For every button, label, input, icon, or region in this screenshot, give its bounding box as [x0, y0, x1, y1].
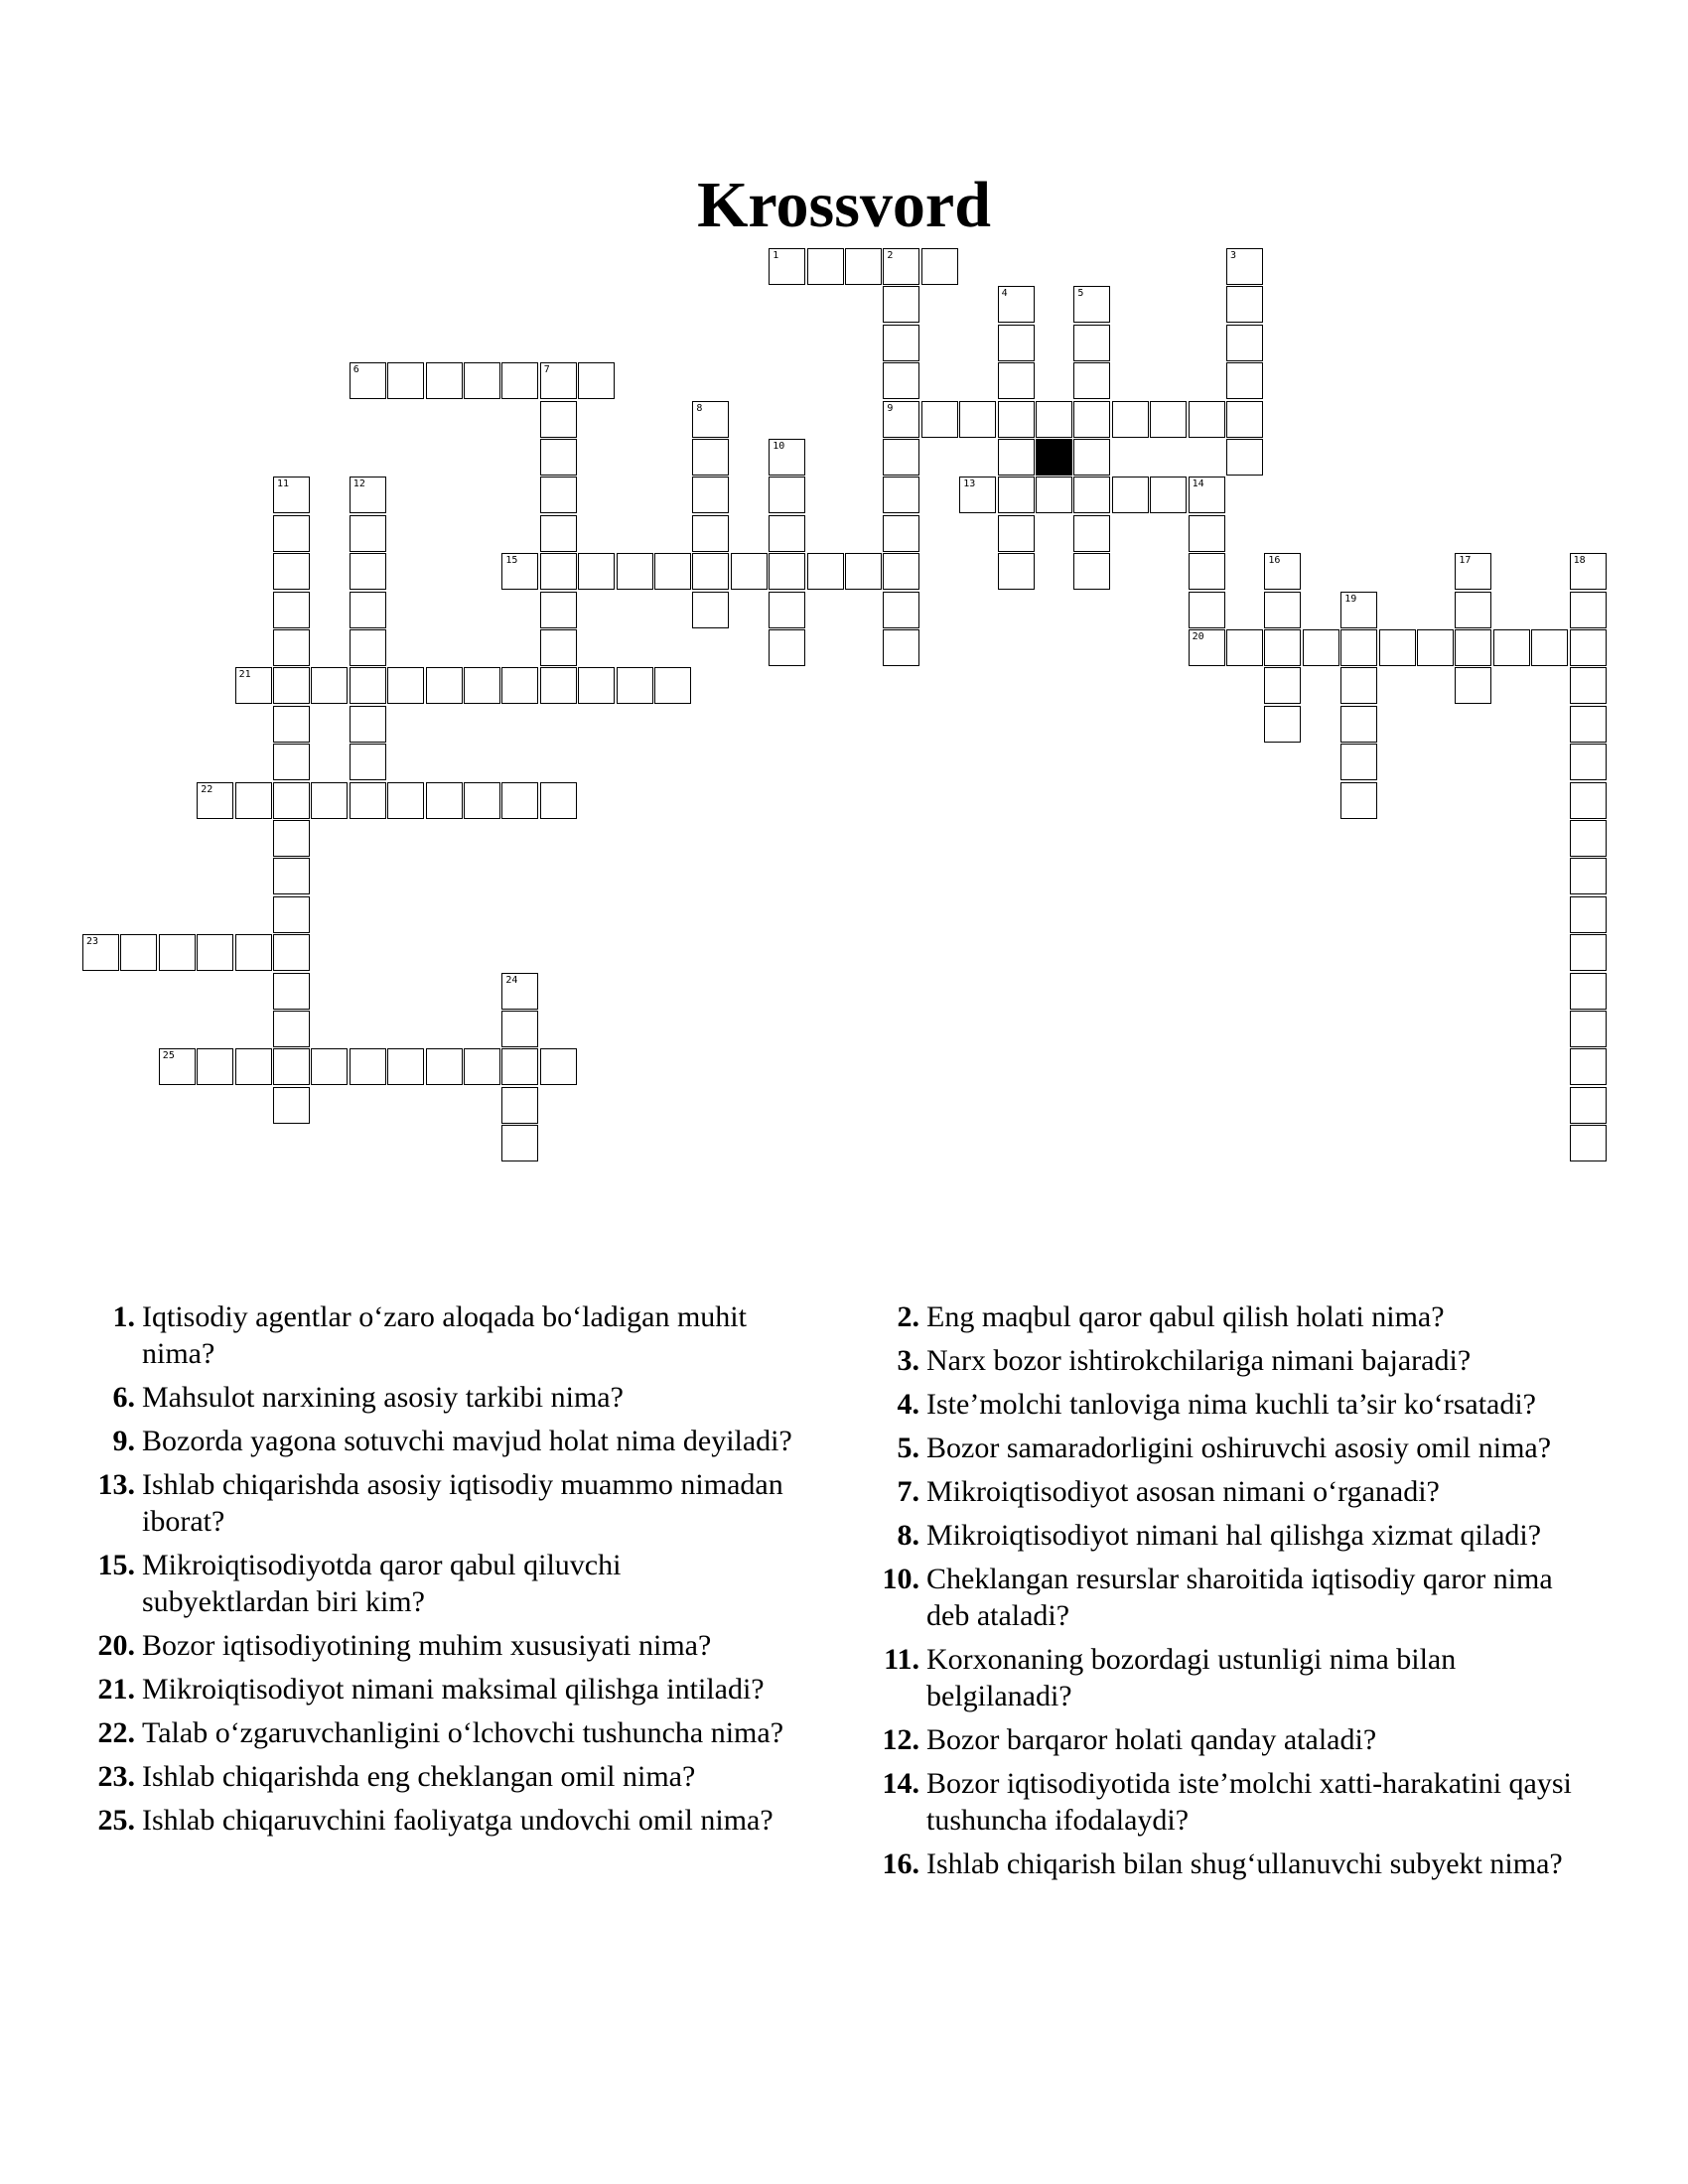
grid-cell[interactable]: [273, 592, 310, 628]
grid-cell[interactable]: [350, 592, 386, 628]
grid-cell[interactable]: [1570, 629, 1607, 666]
clue-text: Ishlab chiqarishda asosiy iqtisodiy muammo nimadan iborat?: [142, 1468, 783, 1538]
grid-cell[interactable]: [540, 515, 577, 552]
clue-item: [864, 1517, 1579, 1554]
grid-cell[interactable]: [921, 248, 958, 285]
grid-cell[interactable]: [540, 401, 577, 438]
grid-cell[interactable]: [1340, 782, 1377, 819]
clue-number: 14.: [882, 1767, 919, 1800]
grid-cell[interactable]: [883, 477, 919, 513]
grid-cell[interactable]: [1570, 820, 1607, 857]
grid-cell[interactable]: [464, 667, 500, 704]
clue-item: [864, 1342, 1579, 1379]
clue-item: [79, 1802, 794, 1839]
grid-cell[interactable]: [1340, 667, 1377, 704]
grid-cell[interactable]: [501, 553, 538, 590]
grid-cell[interactable]: [464, 1048, 500, 1085]
grid-cell[interactable]: [1264, 667, 1301, 704]
grid-cell[interactable]: [273, 706, 310, 743]
clue-number: 20.: [97, 1629, 135, 1662]
cell-number: 11: [277, 478, 290, 490]
clue-item: [79, 1379, 794, 1416]
grid-cell[interactable]: [769, 439, 805, 476]
clue-text: Eng maqbul qaror qabul qilish holati nima?: [926, 1300, 1445, 1333]
clue-text: Mikroiqtisodiyot nimani hal qilishga xizmat qiladi?: [926, 1519, 1542, 1552]
clue-number: 10.: [882, 1563, 919, 1595]
grid-cell[interactable]: [1189, 515, 1225, 552]
grid-cell[interactable]: [769, 248, 805, 285]
grid-cell[interactable]: [235, 1048, 272, 1085]
grid-cell[interactable]: [1493, 629, 1530, 666]
grid-cell[interactable]: [1570, 553, 1607, 590]
grid-cell[interactable]: [273, 1048, 310, 1085]
grid-cell[interactable]: [464, 362, 500, 399]
grid-cell[interactable]: [1150, 401, 1187, 438]
grid-cell[interactable]: [311, 667, 348, 704]
grid-cell[interactable]: [883, 286, 919, 323]
grid-cell[interactable]: [1531, 629, 1568, 666]
grid-cell[interactable]: [501, 667, 538, 704]
grid-cell[interactable]: [692, 477, 729, 513]
grid-cell[interactable]: [1570, 744, 1607, 780]
grid-cell[interactable]: [1073, 401, 1110, 438]
clue-item: [864, 1845, 1579, 1882]
grid-cell[interactable]: [1570, 973, 1607, 1010]
grid-cell[interactable]: [501, 1087, 538, 1124]
clue-number: 9.: [112, 1425, 135, 1457]
clue-number: 3.: [897, 1344, 919, 1377]
grid-cell[interactable]: [501, 362, 538, 399]
clue-item: [864, 1430, 1579, 1466]
grid-cell[interactable]: [1189, 553, 1225, 590]
grid-cell[interactable]: [1455, 592, 1491, 628]
clue-number: 12.: [882, 1723, 919, 1756]
clue-number: 22.: [97, 1716, 135, 1749]
grid-cell[interactable]: [273, 1087, 310, 1124]
grid-cell[interactable]: [1036, 477, 1072, 513]
clue-text: Mikroiqtisodiyot asosan nimani o‘rganadi?: [926, 1475, 1440, 1508]
clue-text: Korxonaning bozordagi ustunligi nima bilan belgilanadi?: [926, 1643, 1457, 1712]
clue-item: [79, 1466, 794, 1540]
grid-cell[interactable]: [1189, 629, 1225, 666]
grid-cell[interactable]: [883, 248, 919, 285]
grid-cell[interactable]: [883, 325, 919, 361]
grid-cell[interactable]: [883, 362, 919, 399]
clue-text: Iste’molchi tanloviga nima kuchli ta’sir ko‘rsatadi?: [926, 1388, 1536, 1421]
grid-cell[interactable]: [617, 667, 653, 704]
clue-text: Bozor iqtisodiyotining muhim xususiyati nima?: [142, 1629, 712, 1662]
grid-cell[interactable]: [807, 553, 844, 590]
grid-cell[interactable]: [273, 629, 310, 666]
grid-cell[interactable]: [540, 667, 577, 704]
grid-cell[interactable]: [998, 515, 1035, 552]
grid-cell[interactable]: [540, 592, 577, 628]
cell-number: 25: [162, 1050, 175, 1062]
grid-cell[interactable]: [501, 1125, 538, 1161]
grid-cell[interactable]: [387, 1048, 424, 1085]
grid-cell[interactable]: [273, 744, 310, 780]
clue-number: 8.: [897, 1519, 919, 1552]
clue-item: [864, 1561, 1579, 1634]
grid-cell[interactable]: [540, 782, 577, 819]
grid-cell[interactable]: [1570, 896, 1607, 933]
cell-number: 6: [352, 364, 359, 376]
grid-cell[interactable]: [883, 629, 919, 666]
clue-text: Ishlab chiqaruvchini faoliyatga undovchi omil nima?: [142, 1804, 774, 1837]
grid-cell[interactable]: [120, 934, 157, 971]
grid-cell[interactable]: [350, 782, 386, 819]
cell-number: 8: [696, 402, 703, 414]
grid-cell[interactable]: [501, 973, 538, 1010]
grid-cell[interactable]: [273, 477, 310, 513]
cell-number: 24: [505, 974, 518, 986]
grid-cell[interactable]: [1264, 629, 1301, 666]
clue-text: Bozor iqtisodiyotida iste’molchi xatti-harakatini qaysi tushuncha ifodalaydi?: [926, 1767, 1572, 1837]
clue-item: [864, 1386, 1579, 1423]
clue-item: [79, 1423, 794, 1459]
grid-cell[interactable]: [540, 477, 577, 513]
grid-cell[interactable]: [883, 592, 919, 628]
grid-cell[interactable]: [845, 248, 882, 285]
grid-cell[interactable]: [959, 477, 996, 513]
clue-text: Mahsulot narxining asosiy tarkibi nima?: [142, 1381, 624, 1414]
grid-cell[interactable]: [1073, 286, 1110, 323]
grid-cell[interactable]: [273, 553, 310, 590]
clue-text: Bozor barqaror holati qanday ataladi?: [926, 1723, 1377, 1756]
grid-cell[interactable]: [273, 934, 310, 971]
grid-cell[interactable]: [1570, 782, 1607, 819]
grid-cell[interactable]: [1570, 1048, 1607, 1085]
clue-item: [79, 1758, 794, 1795]
clue-number: 23.: [97, 1760, 135, 1793]
grid-cell[interactable]: [540, 439, 577, 476]
grid-cell[interactable]: [235, 934, 272, 971]
grid-cell[interactable]: [654, 553, 691, 590]
grid-cell[interactable]: [731, 553, 768, 590]
cell-number: 20: [1192, 631, 1204, 642]
grid-cell[interactable]: [1340, 706, 1377, 743]
grid-cell[interactable]: [1455, 553, 1491, 590]
cell-number: 23: [86, 936, 99, 948]
clue-text: Iqtisodiy agentlar o‘zaro aloqada bo‘ladigan muhit nima?: [142, 1300, 747, 1370]
grid-cell[interactable]: [1264, 706, 1301, 743]
clue-number: 11.: [884, 1643, 919, 1676]
grid-cell[interactable]: [387, 362, 424, 399]
grid-cell[interactable]: [197, 1048, 233, 1085]
cell-number: 3: [1230, 250, 1237, 261]
grid-cell[interactable]: [1226, 286, 1263, 323]
clue-number: 16.: [882, 1847, 919, 1880]
grid-cell[interactable]: [273, 782, 310, 819]
grid-cell[interactable]: [769, 477, 805, 513]
grid-cell[interactable]: [350, 744, 386, 780]
grid-cell[interactable]: [273, 667, 310, 704]
grid-cell[interactable]: [197, 934, 233, 971]
clue-number: 1.: [112, 1300, 135, 1333]
clue-number: 15.: [97, 1549, 135, 1581]
cell-number: 10: [773, 441, 785, 452]
grid-cell[interactable]: [464, 782, 500, 819]
clue-text: Mikroiqtisodiyot nimani maksimal qilishga intiladi?: [142, 1673, 765, 1706]
grid-cell[interactable]: [235, 667, 272, 704]
cell-number: 21: [238, 669, 251, 681]
grid-cell[interactable]: [883, 515, 919, 552]
grid-cell[interactable]: [578, 553, 615, 590]
clue-item: [79, 1671, 794, 1707]
grid-cell[interactable]: [540, 553, 577, 590]
grid-cell[interactable]: [578, 362, 615, 399]
grid-cell[interactable]: [311, 1048, 348, 1085]
grid-cell[interactable]: [1264, 592, 1301, 628]
grid-cell[interactable]: [998, 401, 1035, 438]
cell-number: 2: [887, 250, 894, 261]
grid-cell[interactable]: [1455, 629, 1491, 666]
clue-text: Bozor samaradorligini oshiruvchi asosiy omil nima?: [926, 1432, 1552, 1464]
clue-number: 7.: [897, 1475, 919, 1508]
cell-number: 12: [352, 478, 365, 490]
grid-cell[interactable]: [998, 477, 1035, 513]
grid-cell[interactable]: [998, 553, 1035, 590]
grid-cell[interactable]: [1570, 934, 1607, 971]
grid-cell[interactable]: [883, 401, 919, 438]
grid-cell[interactable]: [82, 934, 119, 971]
page-title: Krossvord: [697, 169, 991, 242]
grid-cell[interactable]: [350, 477, 386, 513]
cell-number: 22: [201, 783, 213, 795]
grid-cell[interactable]: [692, 553, 729, 590]
grid-cell[interactable]: [1226, 248, 1263, 285]
grid-cell[interactable]: [692, 401, 729, 438]
cell-number: 16: [1268, 555, 1281, 567]
grid-cell[interactable]: [1570, 1087, 1607, 1124]
cell-number: 13: [963, 478, 976, 490]
clue-number: 2.: [897, 1300, 919, 1333]
grid-cell[interactable]: [845, 553, 882, 590]
grid-cell[interactable]: [1073, 362, 1110, 399]
grid-cell[interactable]: [1073, 477, 1110, 513]
grid-cell[interactable]: [1570, 1125, 1607, 1161]
grid-cell[interactable]: [197, 782, 233, 819]
grid-cell[interactable]: [273, 973, 310, 1010]
clue-text: Ishlab chiqarishda eng cheklangan omil nima?: [142, 1760, 696, 1793]
clue-item: [864, 1473, 1579, 1510]
clue-item: [79, 1627, 794, 1664]
grid-cell[interactable]: [1112, 401, 1149, 438]
grid-cell[interactable]: [501, 1048, 538, 1085]
grid-cell[interactable]: [1073, 553, 1110, 590]
grid-cell[interactable]: [426, 667, 463, 704]
grid-cell[interactable]: [426, 1048, 463, 1085]
clue-text: Cheklangan resurslar sharoitida iqtisodiy qaror nima deb ataladi?: [926, 1563, 1553, 1632]
grid-cell[interactable]: [1226, 629, 1263, 666]
across-clue-list: [79, 1298, 794, 1845]
grid-cell[interactable]: [1112, 477, 1149, 513]
clue-number: 21.: [97, 1673, 135, 1706]
grid-cell[interactable]: [692, 439, 729, 476]
grid-cell[interactable]: [1570, 858, 1607, 894]
grid-cell[interactable]: [807, 248, 844, 285]
grid-cell[interactable]: [1455, 667, 1491, 704]
clue-text: Narx bozor ishtirokchilariga nimani bajaradi?: [926, 1344, 1472, 1377]
cell-number: 5: [1077, 288, 1084, 300]
grid-cell[interactable]: [1417, 629, 1454, 666]
grid-cell[interactable]: [1226, 439, 1263, 476]
grid-cell[interactable]: [1073, 439, 1110, 476]
grid-cell[interactable]: [1073, 515, 1110, 552]
grid-cell[interactable]: [1226, 362, 1263, 399]
cell-number: 17: [1459, 555, 1472, 567]
grid-cell[interactable]: [426, 362, 463, 399]
clue-text: Talab o‘zgaruvchanligini o‘lchovchi tushuncha nima?: [142, 1716, 784, 1749]
grid-cell[interactable]: [769, 553, 805, 590]
cell-number: 19: [1344, 593, 1357, 605]
grid-cell[interactable]: [501, 782, 538, 819]
grid-cell[interactable]: [1073, 325, 1110, 361]
clue-number: 13.: [97, 1468, 135, 1501]
grid-cell[interactable]: [350, 667, 386, 704]
grid-cell[interactable]: [1379, 629, 1416, 666]
grid-cell[interactable]: [1036, 401, 1072, 438]
grid-cell[interactable]: [1189, 401, 1225, 438]
grid-cell[interactable]: [350, 553, 386, 590]
grid-cell[interactable]: [1340, 744, 1377, 780]
grid-cell[interactable]: [921, 401, 958, 438]
grid-cell[interactable]: [1150, 477, 1187, 513]
grid-cell[interactable]: [998, 439, 1035, 476]
cell-number: 1: [773, 250, 779, 261]
grid-cell[interactable]: [350, 515, 386, 552]
grid-cell[interactable]: [387, 782, 424, 819]
grid-cell[interactable]: [769, 515, 805, 552]
grid-cell[interactable]: [998, 286, 1035, 323]
clue-text: Mikroiqtisodiyotda qaror qabul qiluvchi subyektlardan biri kim?: [142, 1549, 622, 1618]
clue-item: [864, 1721, 1579, 1758]
grid-cell[interactable]: [540, 1048, 577, 1085]
grid-cell[interactable]: [692, 592, 729, 628]
clue-item: [864, 1641, 1579, 1714]
clue-item: [864, 1298, 1579, 1335]
grid-cell[interactable]: [998, 325, 1035, 361]
cell-number: 9: [887, 402, 894, 414]
grid-cell[interactable]: [426, 782, 463, 819]
clue-number: 4.: [897, 1388, 919, 1421]
clue-item: [864, 1765, 1579, 1839]
grid-cell[interactable]: [1226, 401, 1263, 438]
clue-number: 25.: [97, 1804, 135, 1837]
cell-number: 7: [543, 364, 550, 376]
clue-text: Ishlab chiqarish bilan shug‘ullanuvchi subyekt nima?: [926, 1847, 1563, 1880]
grid-cell[interactable]: [1340, 592, 1377, 628]
grid-cell[interactable]: [387, 667, 424, 704]
grid-cell[interactable]: [540, 362, 577, 399]
clue-number: 6.: [112, 1381, 135, 1414]
grid-cell[interactable]: [350, 362, 386, 399]
grid-cell[interactable]: [159, 934, 196, 971]
grid-cell[interactable]: [273, 896, 310, 933]
grid-cell[interactable]: [1189, 592, 1225, 628]
grid-cell[interactable]: [1189, 477, 1225, 513]
grid-cell[interactable]: [1570, 592, 1607, 628]
grid-cell[interactable]: [617, 553, 653, 590]
grid-cell[interactable]: [1570, 667, 1607, 704]
clue-item: [79, 1547, 794, 1620]
clue-item: [79, 1298, 794, 1372]
cell-number: 15: [505, 555, 518, 567]
grid-cell[interactable]: [273, 820, 310, 857]
grid-cell[interactable]: [311, 782, 348, 819]
clue-number: 5.: [897, 1432, 919, 1464]
grid-cell[interactable]: [883, 439, 919, 476]
clue-text: Bozorda yagona sotuvchi mavjud holat nima deyiladi?: [142, 1425, 792, 1457]
grid-cell[interactable]: [692, 515, 729, 552]
grid-cell[interactable]: [1570, 1011, 1607, 1047]
grid-cell[interactable]: [235, 782, 272, 819]
grid-cell[interactable]: [769, 629, 805, 666]
grid-cell[interactable]: [1570, 706, 1607, 743]
grid-cell[interactable]: [883, 553, 919, 590]
grid-cell[interactable]: [350, 706, 386, 743]
grid-cell[interactable]: [1340, 629, 1377, 666]
clue-item: [79, 1714, 794, 1751]
cell-number: 14: [1192, 478, 1204, 490]
grid-cell[interactable]: [769, 592, 805, 628]
grid-cell[interactable]: [273, 515, 310, 552]
grid-cell[interactable]: [273, 1011, 310, 1047]
cell-number: 4: [1001, 288, 1008, 300]
grid-cell[interactable]: [501, 1011, 538, 1047]
down-clue-list: [864, 1298, 1579, 1889]
grid-cell[interactable]: [1303, 629, 1339, 666]
grid-cell[interactable]: [1226, 325, 1263, 361]
cell-number: 18: [1573, 555, 1586, 567]
grid-cell[interactable]: [540, 629, 577, 666]
grid-cell[interactable]: [273, 858, 310, 894]
grid-cell[interactable]: [578, 667, 615, 704]
grid-block-cell: [1036, 439, 1072, 476]
grid-cell[interactable]: [654, 667, 691, 704]
grid-cell[interactable]: [1264, 553, 1301, 590]
grid-cell[interactable]: [350, 629, 386, 666]
grid-cell[interactable]: [959, 401, 996, 438]
grid-cell[interactable]: [159, 1048, 196, 1085]
grid-cell[interactable]: [998, 362, 1035, 399]
grid-cell[interactable]: [350, 1048, 386, 1085]
